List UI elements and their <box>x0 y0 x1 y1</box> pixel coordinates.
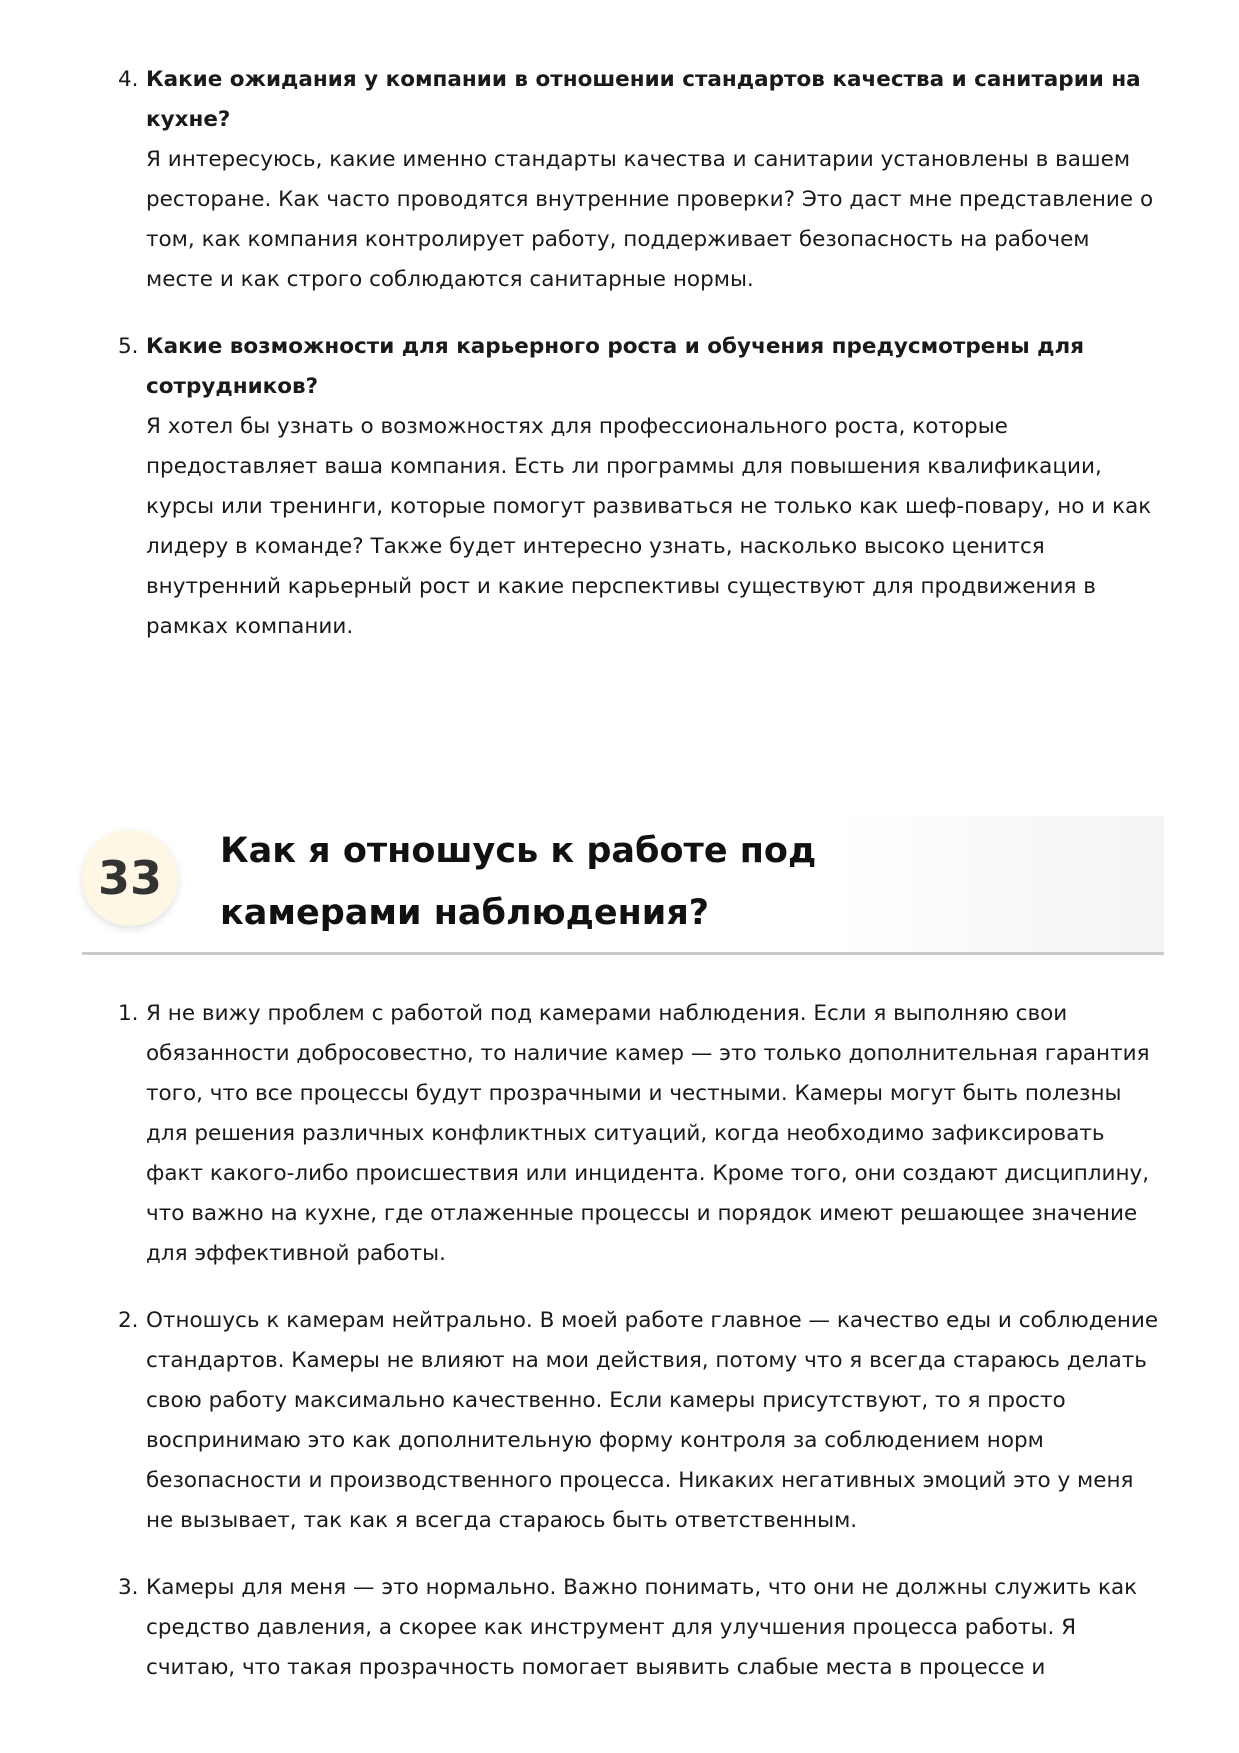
answer-text: Отношусь к камерам нейтрально. В моей работе главное — качество еды и соблюдение стандартов. Камеры не влияют на мои действия, потому что я всегда стараюсь делать свою работу максимально качественно. Если камеры присутствуют, то я просто воспринимаю это как дополнительную форму контроля за соблюдением норм безопасности и производственного процесса. Никаких негативных эмоций это у меня не вызывает, так как я всегда стараюсь быть ответственным. <box>146 1308 1159 1533</box>
list-item <box>112 994 1162 1274</box>
list-number: 5. <box>118 334 139 359</box>
list-item <box>112 327 1162 647</box>
answer-text: Камеры для меня — это нормально. Важно понимать, что они не должны служить как средство давления, а скорее как инструмент для улучшения процесса работы. Я считаю, что такая прозрачность помогает выявить слабые места в процессе и <box>146 1575 1138 1680</box>
answer-text: Я хотел бы узнать о возможностях для профессионального роста, которые предоставляет ваша компания. Есть ли программы для повышения квалификации, курсы или тренинги, которые помогут развиваться не только как шеф-повару, но и как лидеру в команде? Также будет интересно узнать, насколько высоко ценится внутренний карьерный рост и какие перспективы существуют для продвижения в рамках компании. <box>146 414 1152 639</box>
list-item <box>112 60 1162 300</box>
list-number: 1. <box>118 1001 139 1026</box>
answer-list <box>112 994 1162 1688</box>
section-number-badge: 33 <box>82 830 178 926</box>
question-heading: Какие ожидания у компании в отношении стандартов качества и санитарии на кухне? <box>146 67 1141 132</box>
question-list-continued <box>112 60 1162 647</box>
answer-text: Я интересуюсь, какие именно стандарты качества и санитарии установлены в вашем ресторане. Как часто проводятся внутренние проверки? Это даст мне представление о том, как компания контролирует работу, поддерживает безопасность на рабочем месте и как строго соблюдаются санитарные нормы. <box>146 147 1154 292</box>
section-title: Как я отношусь к работе под камерами наблюдения? <box>220 831 817 933</box>
question-heading: Какие возможности для карьерного роста и обучения предусмотрены для сотрудников? <box>146 334 1085 399</box>
list-item <box>112 1568 1162 1688</box>
list-number: 2. <box>118 1308 139 1333</box>
list-item <box>112 1301 1162 1541</box>
section-header <box>82 816 1164 955</box>
list-number: 3. <box>118 1575 139 1600</box>
list-number: 4. <box>118 67 139 92</box>
answer-text: Я не вижу проблем с работой под камерами наблюдения. Если я выполняю свои обязанности добросовестно, то наличие камер — это только дополнительная гарантия того, что все процессы будут прозрачными и честными. Камеры могут быть полезны для решения различных конфликтных ситуаций, когда необходимо зафиксировать факт какого-либо происшествия или инцидента. Кроме того, они создают дисциплину, что важно на кухне, где отлаженные процессы и порядок имеют решающее значение для эффективной работы. <box>146 1001 1150 1266</box>
